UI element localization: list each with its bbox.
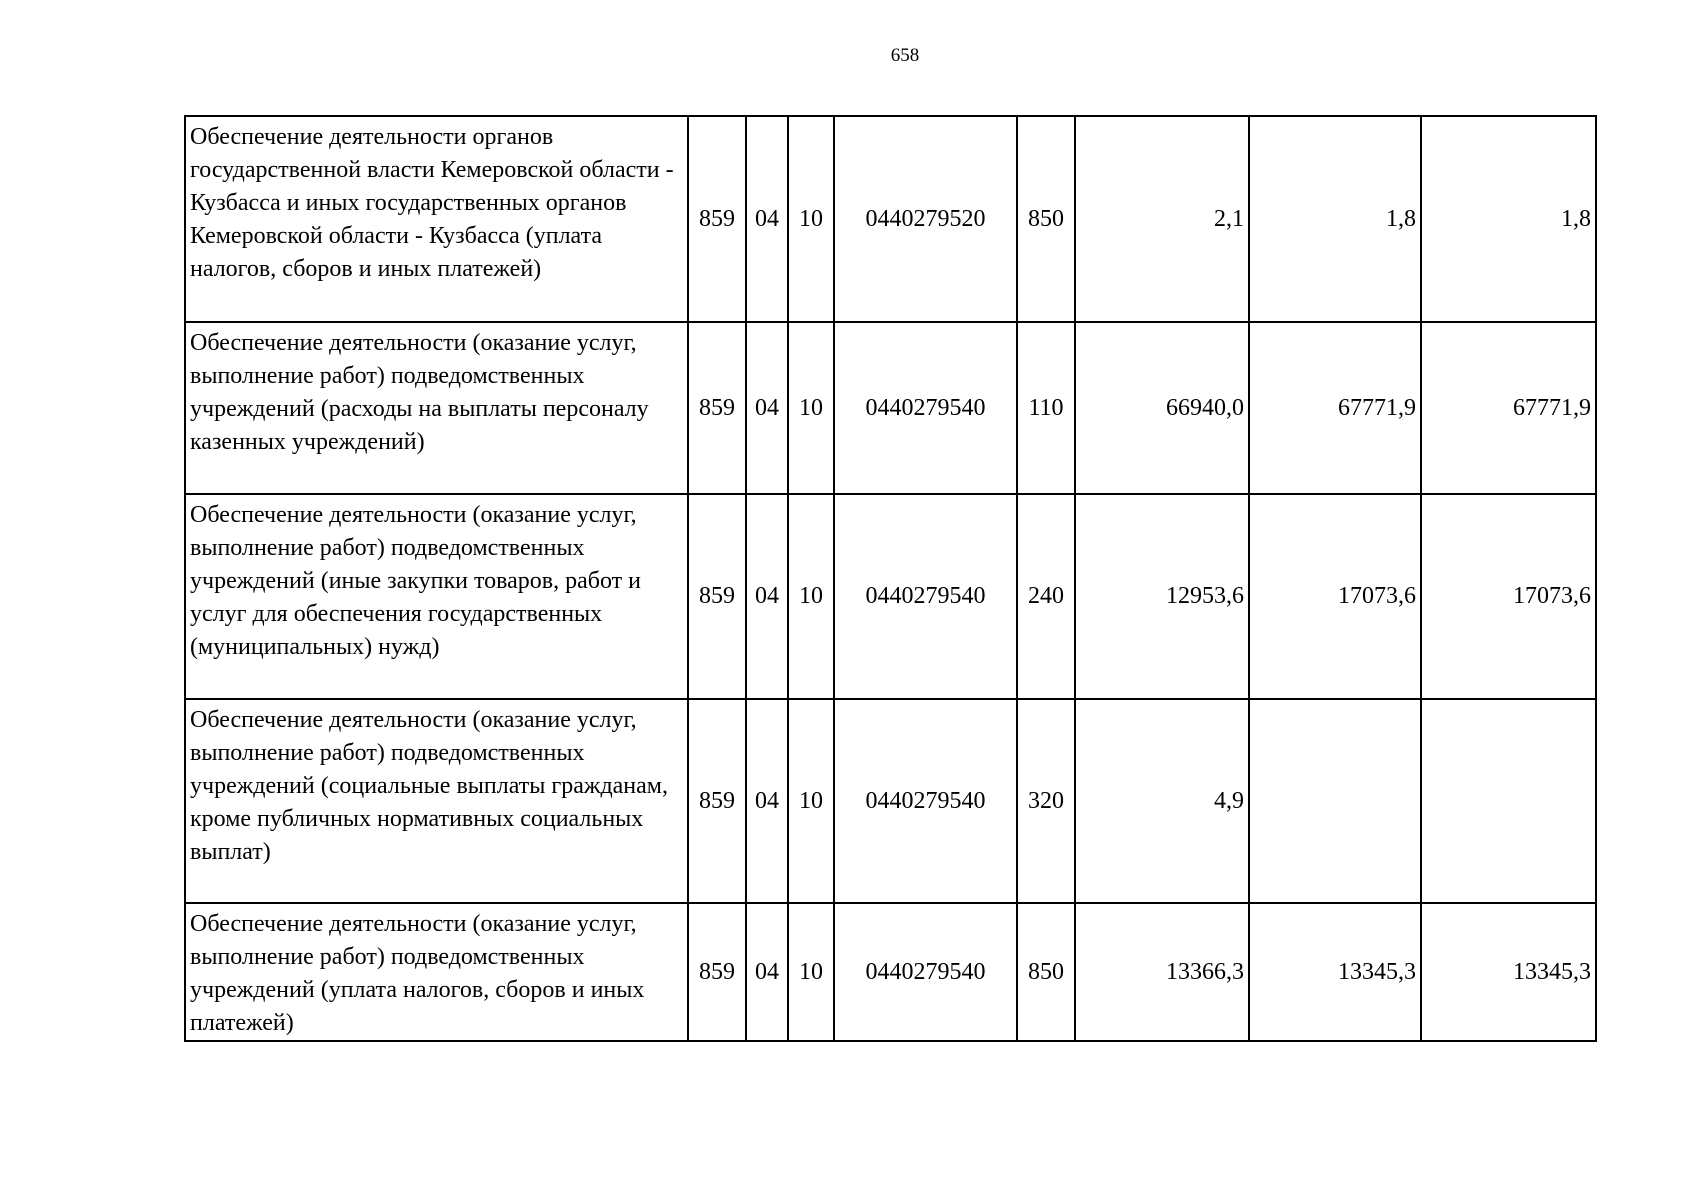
ministry-code: 859	[688, 699, 746, 903]
ministry-code: 859	[688, 494, 746, 699]
table-row	[185, 699, 1596, 903]
row-description: Обеспечение деятельности (оказание услуг, выполнение работ) подведомственных учреждений (социальные выплаты гражданам, кроме публичных нормативных социальных выплат)	[185, 699, 688, 903]
amount-year3: 13345,3	[1421, 903, 1596, 1041]
row-description: Обеспечение деятельности органов государственной власти Кемеровской области - Кузбасса и иных государственных органов Кемеровской области - Кузбасса (уплата налогов, сборов и иных платежей)	[185, 116, 688, 322]
target-article-code: 0440279540	[834, 322, 1017, 494]
amount-year3: 67771,9	[1421, 322, 1596, 494]
amount-year3: 1,8	[1421, 116, 1596, 322]
subsection-code: 10	[788, 699, 834, 903]
subsection-code: 10	[788, 322, 834, 494]
amount-year1: 12953,6	[1075, 494, 1249, 699]
section-code: 04	[746, 322, 788, 494]
ministry-code: 859	[688, 903, 746, 1041]
expense-type-code: 320	[1017, 699, 1075, 903]
subsection-code: 10	[788, 116, 834, 322]
target-article-code: 0440279540	[834, 494, 1017, 699]
amount-year1: 13366,3	[1075, 903, 1249, 1041]
amount-year1: 4,9	[1075, 699, 1249, 903]
expense-type-code: 240	[1017, 494, 1075, 699]
page-number: 658	[890, 45, 920, 66]
amount-year1: 2,1	[1075, 116, 1249, 322]
budget-table	[184, 115, 1597, 1042]
target-article-code: 0440279520	[834, 116, 1017, 322]
amount-year1: 66940,0	[1075, 322, 1249, 494]
table-row	[185, 494, 1596, 699]
row-description: Обеспечение деятельности (оказание услуг, выполнение работ) подведомственных учреждений (уплата налогов, сборов и иных платежей)	[185, 903, 688, 1041]
section-code: 04	[746, 699, 788, 903]
ministry-code: 859	[688, 116, 746, 322]
target-article-code: 0440279540	[834, 699, 1017, 903]
amount-year3: 17073,6	[1421, 494, 1596, 699]
table-row	[185, 903, 1596, 1041]
ministry-code: 859	[688, 322, 746, 494]
row-description: Обеспечение деятельности (оказание услуг, выполнение работ) подведомственных учреждений (иные закупки товаров, работ и услуг для обеспечения государственных (муниципальных) нужд)	[185, 494, 688, 699]
subsection-code: 10	[788, 494, 834, 699]
expense-type-code: 110	[1017, 322, 1075, 494]
amount-year2: 1,8	[1249, 116, 1421, 322]
expense-type-code: 850	[1017, 903, 1075, 1041]
subsection-code: 10	[788, 903, 834, 1041]
section-code: 04	[746, 903, 788, 1041]
table-row	[185, 116, 1596, 322]
amount-year2: 17073,6	[1249, 494, 1421, 699]
amount-year3	[1421, 699, 1596, 903]
amount-year2: 13345,3	[1249, 903, 1421, 1041]
section-code: 04	[746, 494, 788, 699]
target-article-code: 0440279540	[834, 903, 1017, 1041]
expense-type-code: 850	[1017, 116, 1075, 322]
row-description: Обеспечение деятельности (оказание услуг, выполнение работ) подведомственных учреждений (расходы на выплаты персоналу казенных учреждений)	[185, 322, 688, 494]
amount-year2	[1249, 699, 1421, 903]
table-row	[185, 322, 1596, 494]
amount-year2: 67771,9	[1249, 322, 1421, 494]
section-code: 04	[746, 116, 788, 322]
